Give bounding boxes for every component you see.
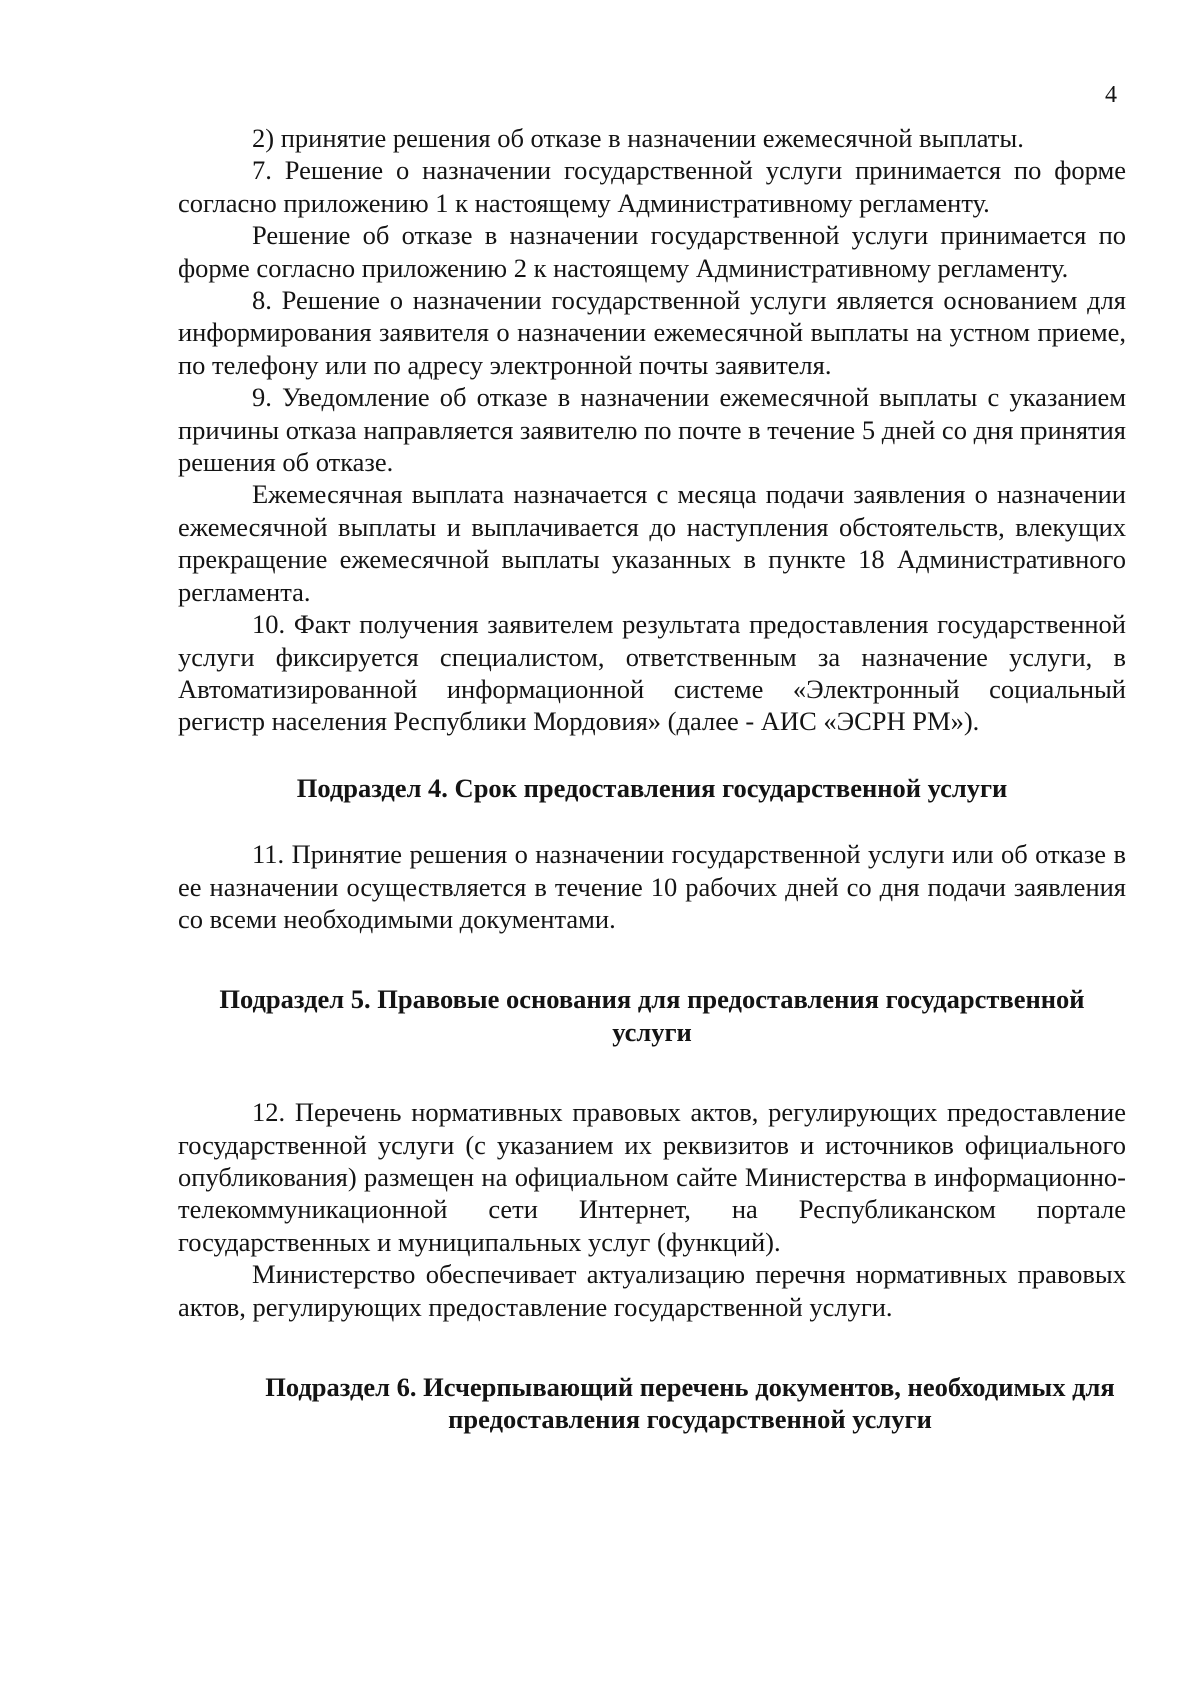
subsection-5-heading: Подраздел 5. Правовые основания для предоставления государственной услуги <box>219 984 1085 1047</box>
paragraph-8: 8. Решение о назначении государственной услуги является основанием для информирования заявителя о назначении ежемесячной выплаты на устном приеме, по телефону или по адресу электронной почты заявителя. <box>178 285 1126 380</box>
page-number: 4 <box>1105 82 1117 108</box>
paragraph-monthly-payment: Ежемесячная выплата назначается с месяца подачи заявления о назначении ежемесячной выплаты и выплачивается до наступления обстоятельств, влекущих прекращение ежемесячной выплаты указанных в пункте 18 Административного регламента. <box>178 479 1126 607</box>
paragraph-12: 12. Перечень нормативных правовых актов, регулирующих предоставление государственной услуги (с указанием их реквизитов и источников официального опубликования) размещен на официальном сайте Министерства в информационно-телекоммуникационной сети Интернет, на Республиканском портале государственных и муниципальных услуг (функций). <box>178 1097 1126 1257</box>
paragraph-12-actualization: Министерство обеспечивает актуализацию перечня нормативных правовых актов, регулирующих предоставление государственной услуги. <box>178 1259 1126 1322</box>
paragraph-decision-refusal-item: 2) принятие решения об отказе в назначении ежемесячной выплаты. <box>252 123 1024 153</box>
paragraph-7-refusal-form: Решение об отказе в назначении государственной услуги принимается по форме согласно приложению 2 к настоящему Административному регламенту. <box>178 220 1126 283</box>
document-body <box>178 122 1126 1436</box>
paragraph-9: 9. Уведомление об отказе в назначении ежемесячной выплаты с указанием причины отказа направляется заявителю по почте в течение 5 дней со дня принятия решения об отказе. <box>178 382 1126 478</box>
subsection-4-heading: Подраздел 4. Срок предоставления государственной услуги <box>296 772 1008 803</box>
paragraph-11: 11. Принятие решения о назначении государственной услуги или об отказе в ее назначении осуществляется в течение 10 рабочих дней со дня подачи заявления со всеми необходимыми документами. <box>178 839 1126 934</box>
paragraph-10: 10. Факт получения заявителем результата предоставления государственной услуги фиксируется специалистом, ответственным за назначение услуги, в Автоматизированной информационной системе «Электронный социальный регистр населения Республики Мордовия» (далее - АИС «ЭСРН РМ»). <box>178 609 1126 737</box>
paragraph-7: 7. Решение о назначении государственной услуги принимается по форме согласно приложению 1 к настоящему Административному регламенту. <box>178 155 1126 218</box>
subsection-6-heading: Подраздел 6. Исчерпывающий перечень документов, необходимых для предоставления государственной услуги <box>265 1372 1115 1435</box>
